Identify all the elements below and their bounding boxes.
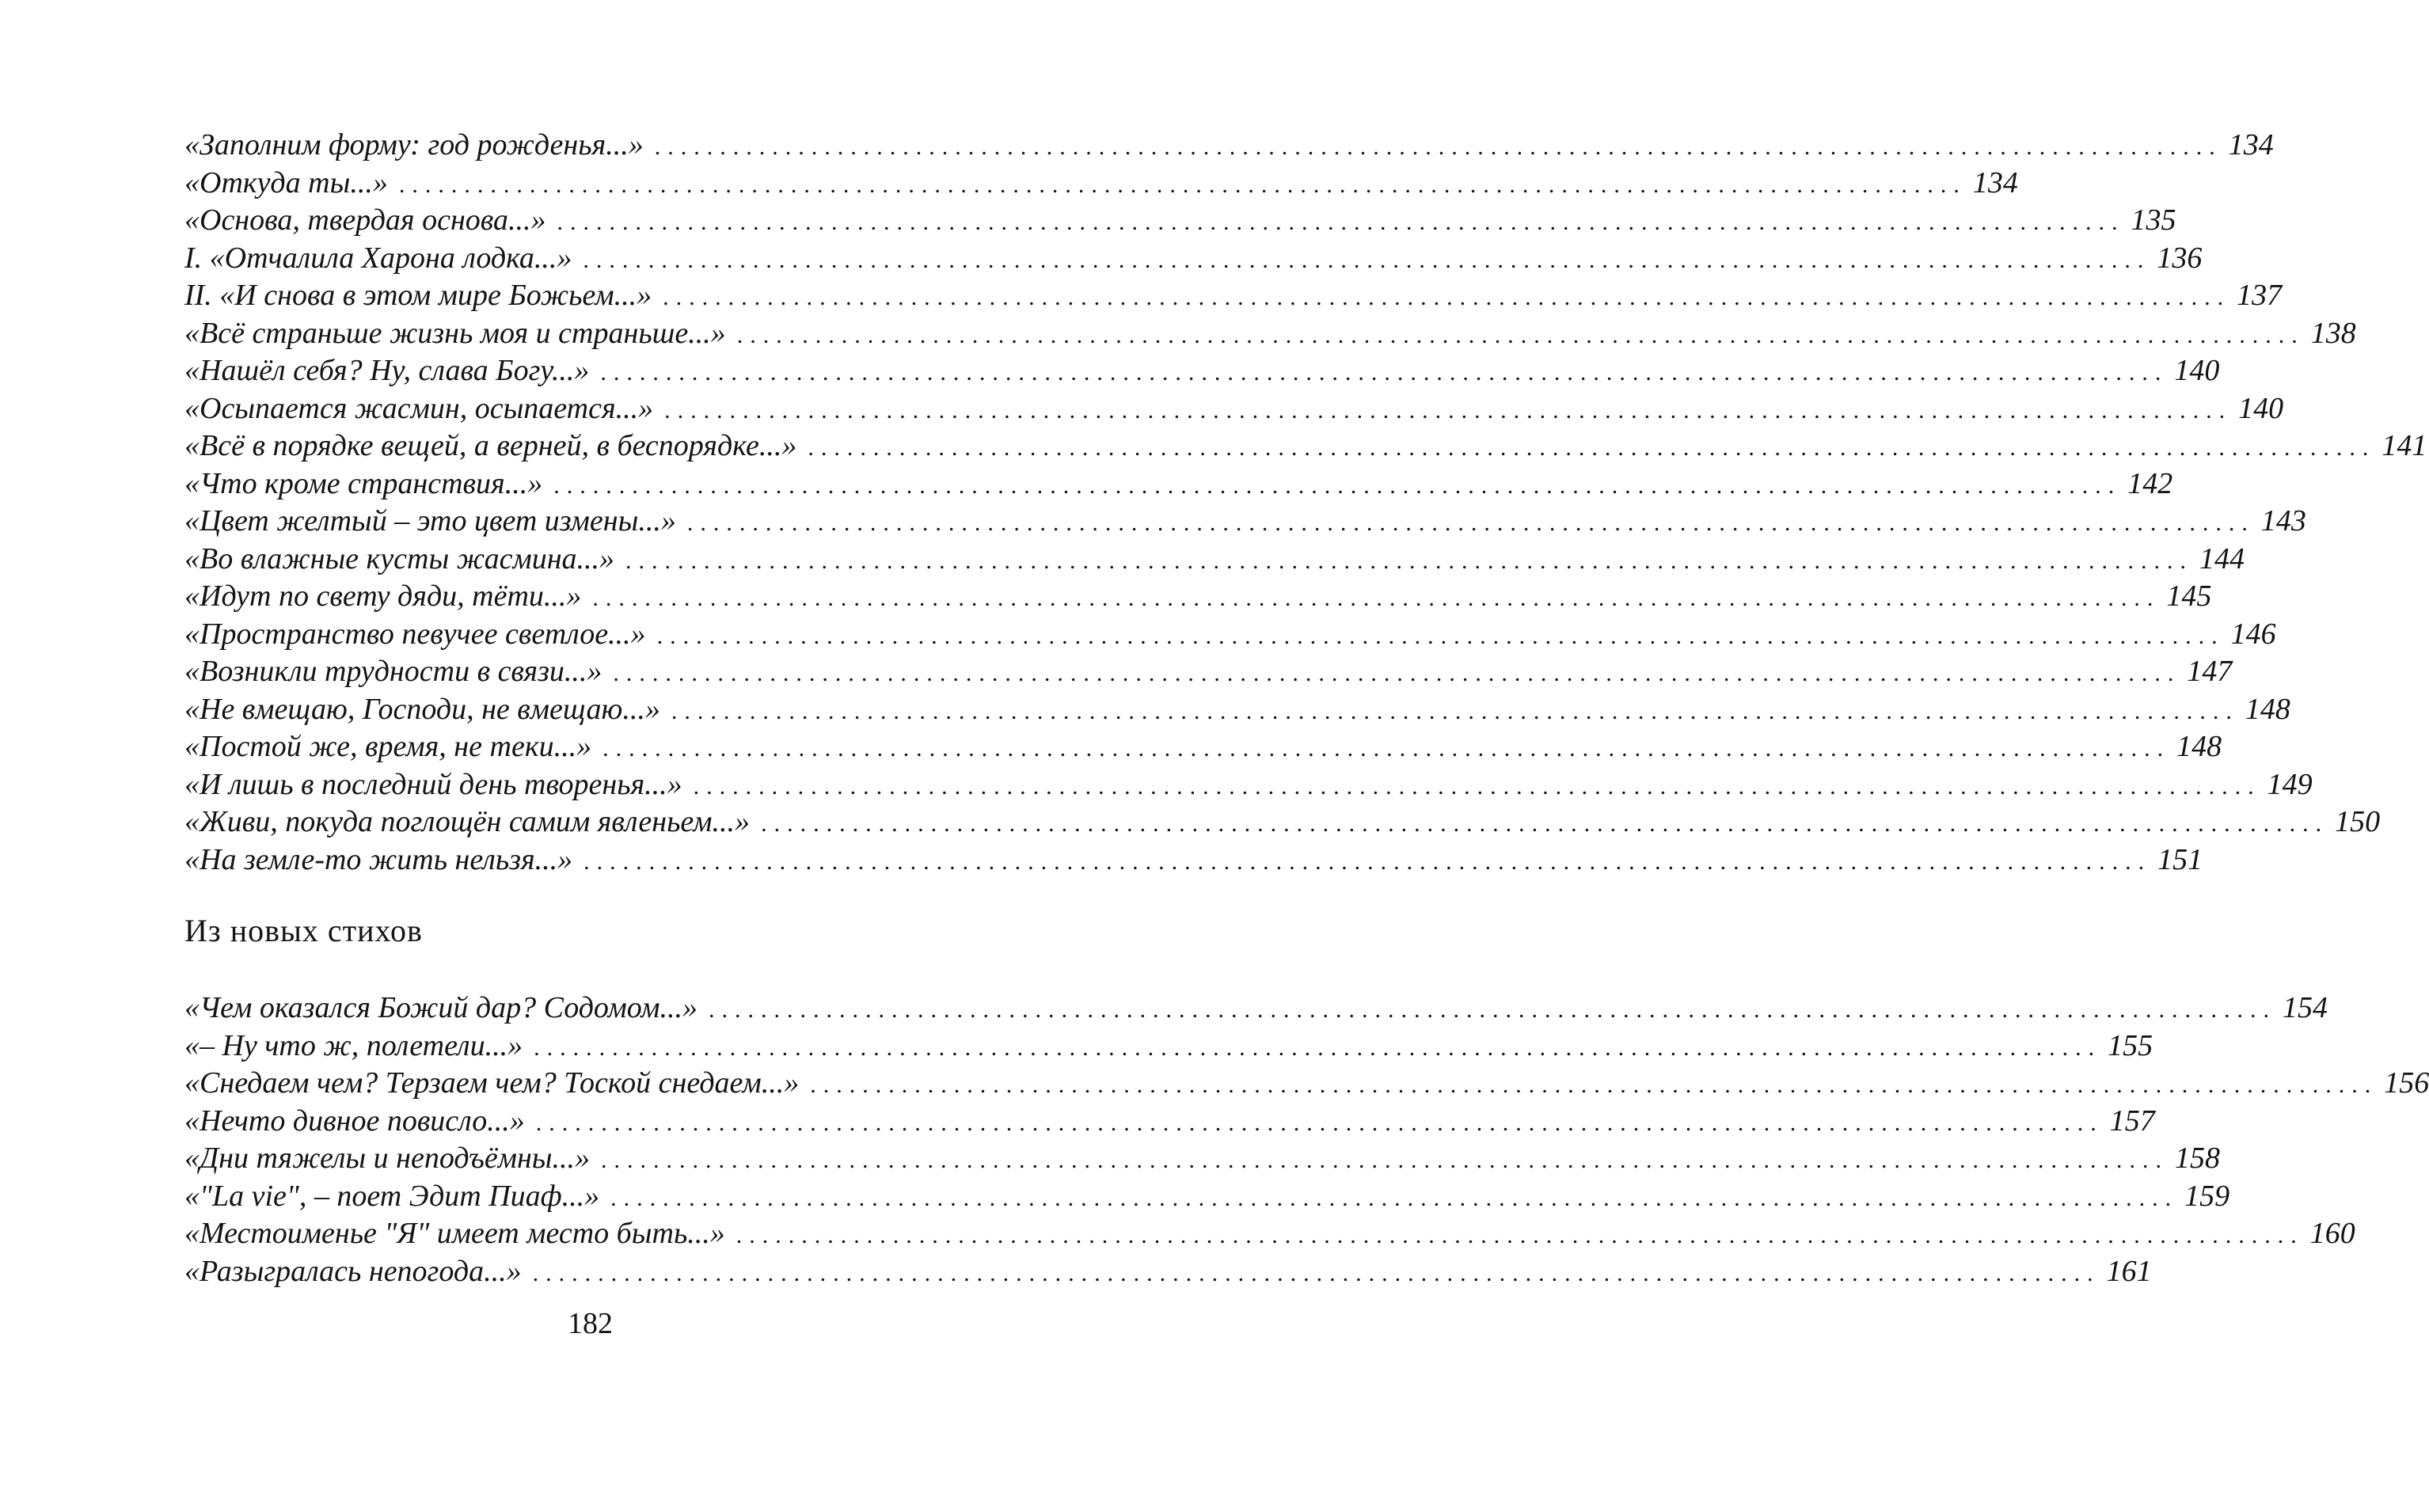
toc-entry (184, 691, 2290, 729)
toc-leader-dots: ........................................................................................................................ (583, 848, 2152, 875)
toc-entry-page: 160 (2309, 1217, 2355, 1250)
toc-entry-title: «Откуда ты...» (184, 165, 388, 199)
toc-entry (184, 841, 2203, 879)
toc-entry-page: 143 (2260, 504, 2306, 538)
toc-entry-page: 157 (2109, 1104, 2155, 1138)
toc-entry-page: 148 (2176, 730, 2222, 763)
toc-entry-title: «Постой же, время, не теки...» (184, 730, 592, 763)
toc-entry-title: «Дни тяжелы и неподъёмны...» (184, 1142, 591, 1175)
toc-leader-dots: ........................................................................................................................ (686, 510, 2255, 536)
toc-entry-page: 136 (2157, 241, 2203, 275)
toc-entry-page: 140 (2238, 391, 2284, 425)
toc-entry-title: «Осыпается жасмин, осыпается...» (184, 391, 654, 425)
toc-entry-title: «Живи, покуда поглощён самим явленьем...» (184, 805, 751, 838)
toc-entry-title: «На земле-то жить нельзя...» (184, 842, 573, 876)
toc-entry (184, 1065, 2429, 1103)
toc-entry-title: «Всё в порядке вещей, а верней, в беспорядке...» (184, 429, 797, 462)
toc-leader-dots: ........................................................................................................................ (664, 397, 2233, 424)
toc-list-new-poems (184, 990, 2429, 1290)
toc-entry (184, 165, 2018, 203)
toc-entry-title: II. «И снова в этом мире Божьем...» (184, 279, 652, 312)
toc-leader-dots: ........................................................................................................................ (535, 1109, 2104, 1136)
toc-entry (184, 1140, 2221, 1178)
section-heading: Из новых стихов (184, 913, 423, 948)
toc-entry (184, 616, 2276, 654)
toc-entry-title: «Во влажные кусты жасмина...» (184, 541, 615, 576)
page-number: 182 (568, 1307, 613, 1340)
toc-entry-title: «И лишь в последний день творенья...» (184, 767, 682, 801)
toc-entry-title: «Нашёл себя? Ну, слава Богу...» (184, 354, 590, 387)
toc-entry (184, 1253, 2152, 1291)
toc-entry-title: «Местоименье "Я" имеет место быть...» (184, 1217, 725, 1250)
toc-leader-dots: ........................................................................................................................ (601, 1147, 2169, 1173)
toc-entry (184, 240, 2203, 278)
toc-list-main (184, 127, 2427, 879)
toc-leader-dots: ........................................................................................................................ (398, 171, 1967, 198)
toc-entry-title: I. «Отчалила Харона лодка...» (184, 241, 572, 275)
toc-entry-page: 134 (1972, 165, 2018, 199)
toc-leader-dots: ........................................................................................................................ (602, 735, 2171, 762)
toc-entry-page: 134 (2228, 128, 2274, 161)
toc-entry (184, 315, 2356, 353)
toc-entry-title: «Заполним форму: год рожденья...» (184, 128, 644, 161)
toc-leader-dots: ........................................................................................................................ (693, 773, 2261, 800)
toc-leader-dots: ........................................................................................................................ (557, 209, 2125, 235)
toc-entry-page: 144 (2199, 541, 2245, 576)
toc-entry-page: 138 (2310, 316, 2356, 350)
toc-leader-dots: ........................................................................................................................ (656, 622, 2225, 649)
toc-leader-dots: ........................................................................................................................ (736, 1222, 2304, 1248)
toc-entry (184, 1215, 2355, 1253)
toc-entry-page: 151 (2157, 842, 2203, 876)
toc-entry-page: 140 (2174, 354, 2220, 387)
toc-entry-page: 154 (2283, 991, 2328, 1024)
toc-entry-title: «Чем оказался Божий дар? Содомом...» (184, 991, 698, 1024)
toc-entry-title: «Основа, твердая основа...» (184, 203, 546, 237)
toc-leader-dots: ........................................................................................................................ (600, 359, 2169, 386)
toc-entry-title: «Пространство певучее светлое...» (184, 617, 646, 651)
toc-leader-dots: ........................................................................................................................ (583, 246, 2151, 273)
toc-entry-title: «Снедаем чем? Терзаем чем? Тоской снедаем...» (184, 1066, 800, 1100)
toc-entry-page: 146 (2230, 617, 2276, 651)
toc-entry-page: 147 (2187, 655, 2233, 688)
toc-entry (184, 578, 2212, 616)
toc-entry-page: 156 (2384, 1066, 2429, 1100)
toc-entry (184, 277, 2283, 315)
toc-entry-title: «– Ну что ж, полетели...» (184, 1028, 523, 1062)
toc-leader-dots: ........................................................................................................................ (810, 1072, 2378, 1098)
toc-entry-title: «Идут по свету дяди, тёти...» (184, 579, 582, 613)
toc-entry (184, 390, 2284, 428)
toc-entry-page: 158 (2175, 1142, 2221, 1175)
toc-leader-dots: ........................................................................................................................ (625, 547, 2194, 574)
toc-entry (184, 653, 2233, 691)
toc-entry (184, 1178, 2230, 1216)
toc-entry-page: 148 (2245, 692, 2290, 726)
toc-entry (184, 728, 2222, 766)
toc-entry-page: 142 (2127, 466, 2173, 500)
toc-entry-page: 137 (2237, 279, 2283, 312)
toc-entry (184, 766, 2313, 804)
toc-entry-page: 155 (2108, 1028, 2153, 1062)
toc-entry-title: «Разыгралась непогода...» (184, 1254, 522, 1288)
toc-entry-title: «Не вмещаю, Господи, не вмещаю...» (184, 692, 660, 726)
toc-leader-dots: ........................................................................................................................ (671, 697, 2239, 724)
toc-entry-title: «"La vie", – поет Эдит Пиаф...» (184, 1179, 600, 1213)
toc-entry (184, 202, 2176, 240)
toc-leader-dots: ........................................................................................................................ (654, 134, 2222, 160)
toc-entry (184, 427, 2427, 465)
toc-entry-title: «Всё страньше жизнь моя и страньше...» (184, 316, 726, 350)
toc-leader-dots: ........................................................................................................................ (532, 1259, 2100, 1286)
toc-entry (184, 990, 2328, 1028)
toc-entry (184, 127, 2274, 165)
toc-leader-dots: ........................................................................................................................ (736, 321, 2305, 348)
toc-entry (184, 503, 2306, 541)
toc-leader-dots: ........................................................................................................................ (663, 284, 2231, 310)
toc-leader-dots: ........................................................................................................................ (613, 660, 2181, 686)
toc-entry-page: 150 (2335, 805, 2381, 838)
toc-leader-dots: ........................................................................................................................ (610, 1184, 2179, 1211)
toc-entry (184, 352, 2220, 390)
toc-entry-page: 161 (2106, 1254, 2152, 1288)
toc-entry (184, 465, 2173, 503)
toc-leader-dots: ........................................................................................................................ (761, 811, 2329, 837)
toc-entry-page: 141 (2381, 429, 2427, 462)
toc-entry-title: «Что кроме странствия...» (184, 466, 543, 500)
toc-entry-page: 149 (2267, 767, 2313, 801)
toc-entry (184, 541, 2245, 579)
toc-leader-dots: ........................................................................................................................ (553, 472, 2122, 499)
toc-entry (184, 1028, 2153, 1066)
toc-entry-title: «Нечто дивное повисло...» (184, 1104, 525, 1138)
toc-entry-page: 135 (2131, 203, 2176, 237)
toc-leader-dots: ........................................................................................................................ (808, 435, 2376, 461)
toc-entry-page: 159 (2184, 1179, 2230, 1213)
toc-entry-title: «Цвет желтый – это цвет измены...» (184, 504, 676, 538)
toc-entry-title: «Возникли трудности в связи...» (184, 655, 602, 688)
toc-entry (184, 1103, 2155, 1141)
toc-entry (184, 803, 2381, 841)
toc-entry-page: 145 (2166, 579, 2212, 613)
toc-leader-dots: ........................................................................................................................ (534, 1034, 2102, 1061)
toc-leader-dots: ........................................................................................................................ (592, 585, 2161, 611)
toc-leader-dots: ........................................................................................................................ (709, 997, 2277, 1023)
